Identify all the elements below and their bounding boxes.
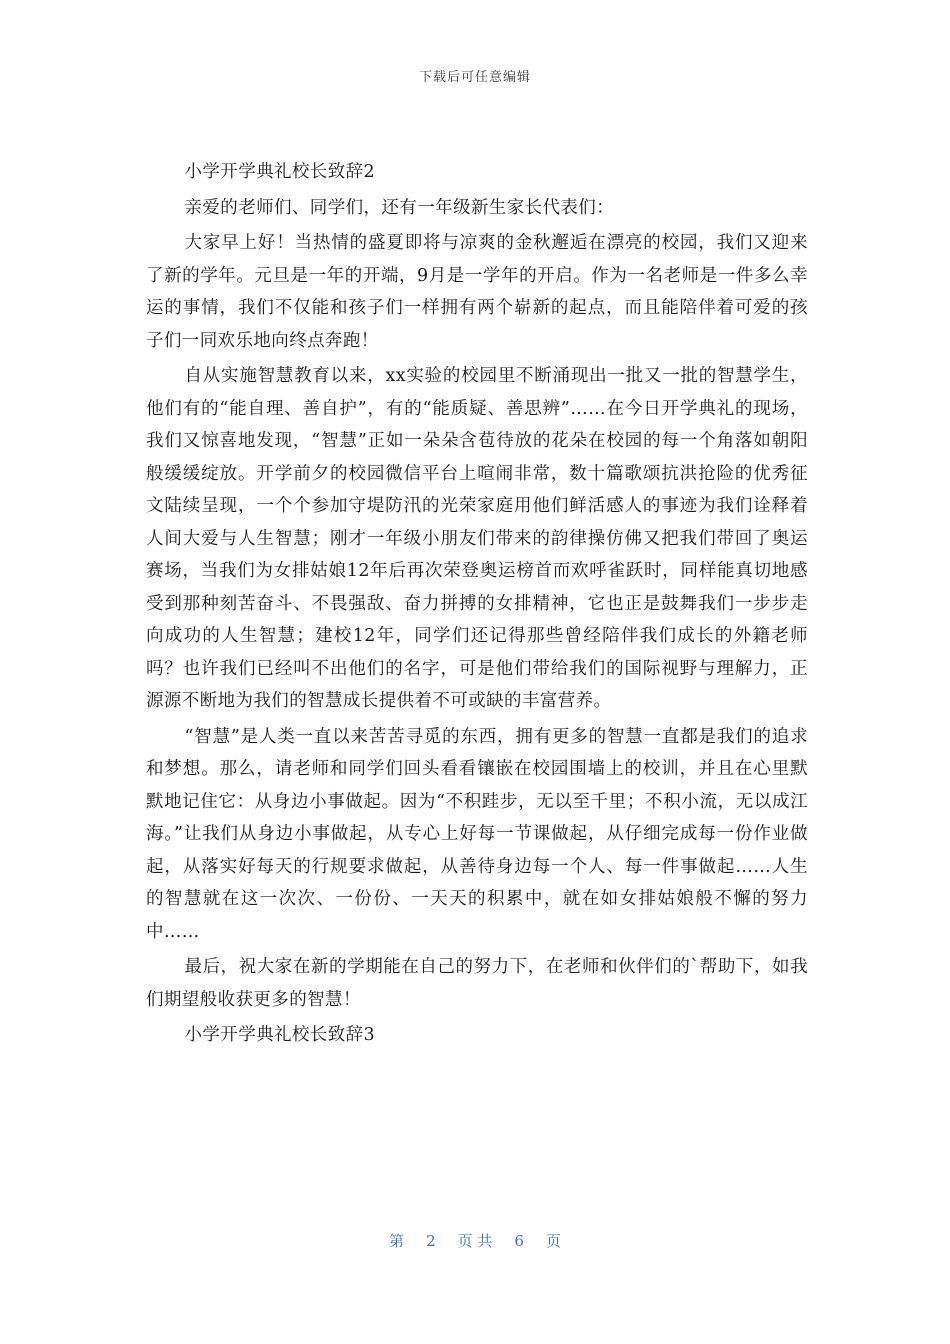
paragraph-4: 最后，祝大家在新的学期能在自己的努力下，在老师和伙伴们的`帮助下，如我们期望般收获更多的智慧！	[146, 957, 808, 1010]
paragraph-2: 自从实施智慧教育以来，xx实验的校园里不断涌现出一批又一批的智慧学生，他们有的“能自理、善自护”，有的“能质疑、善思辨”……在今日开学典礼的现场，我们又惊喜地发现，“智慧”正如一朵朵含苞待放的花朵在校园的每一个角落如朝阳般缓缓绽放。开学前夕的校园微信平台上喧闹非常，数十篇歌颂抗洪抢险的优秀征文陆续呈现，一个个参加守堤防汛的光荣家庭用他们鲜活感人的事迹为我们诠释着人间大爱与人生智慧；刚才一年级小朋友们带来的韵律操仿佛又把我们带回了奥运赛场，当我们为女排姑娘12年后再次荣登奥运榜首而欢呼雀跃时，同样能真切地感受到那种刻苦奋斗、不畏强敌、奋力拼搏的女排精神，它也正是鼓舞我们一步步走向成功的人生智慧；建校12年，同学们还记得那些曾经陪伴我们成长的外籍老师吗？也许我们已经叫不出他们的名字，可是他们带给我们的国际视野与理解力，正源源不断地为我们的智慧成长提供着不可或缺的丰富营养。	[146, 366, 808, 711]
section-title-2: 小学开学典礼校长致辞2	[184, 162, 376, 182]
document-body	[146, 156, 808, 1055]
paragraph-3: “智慧”是人类一直以来苦苦寻觅的东西，拥有更多的智慧一直都是我们的追求和梦想。那么，请老师和同学们回头看看镶嵌在校园围墙上的校训，并且在心里默默地记住它：从身边小事做起。因为“不积跬步，无以至千里；不积小流，无以成江海。”让我们从身边小事做起，从专心上好每一节课做起，从仔细完成每一份作业做起，从落实好每天的行规要求做起，从善待身边每一个人、每一件事做起……人生的智慧就在这一次次、一份份、一天天的积累中，就在如女排姑娘般不懈的努力中……	[146, 726, 808, 942]
footer-page-number: 2	[426, 1232, 436, 1250]
header-text: 下载后可任意编辑	[418, 70, 531, 85]
section-title-3: 小学开学典礼校长致辞3	[184, 1025, 376, 1045]
footer-label-ye-gong: 页 共	[457, 1232, 493, 1250]
footer-label-di: 第	[389, 1232, 405, 1250]
paragraph-1: 大家早上好！当热情的盛夏即将与凉爽的金秋邂逅在漂亮的校园，我们又迎来了新的学年。元旦是一年的开端，9月是一学年的开启。作为一名老师是一件多么幸运的事情，我们不仅能和孩子们一样拥有两个崭新的起点，而且能陪伴着可爱的孩子们一同欢乐地向终点奔跑！	[146, 233, 808, 351]
footer-label-ye: 页	[545, 1232, 561, 1250]
footer-total-pages: 6	[514, 1232, 524, 1250]
page-header	[0, 66, 950, 85]
page-footer	[0, 1230, 950, 1251]
greeting-paragraph: 亲爱的老师们、同学们，还有一年级新生家长代表们：	[184, 197, 615, 218]
